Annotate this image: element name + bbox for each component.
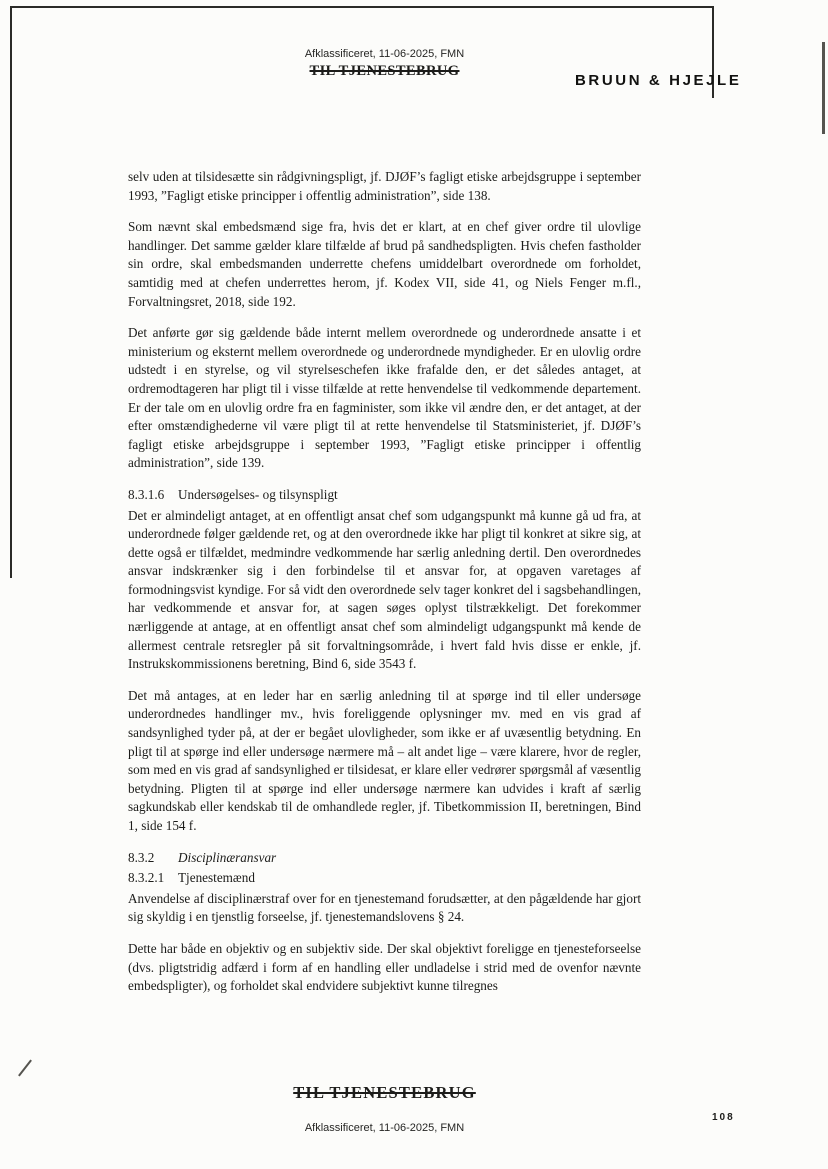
section-heading [128, 486, 641, 505]
scan-artifact-left-edge [10, 6, 12, 578]
classification-marking-bottom: TIL TJENESTEBRUG [293, 1083, 476, 1102]
section-number: 8.3.2.1 [128, 870, 165, 886]
section-title: Tjenestemænd [178, 870, 255, 886]
paragraph: Det må antages, at en leder har en særlig anledning til at spørge ind til eller undersøge underordnedes handlinger mv., hvis foreliggende oplysninger mv. med en vis grad af sandsynlighed tyder på, at der er begået ulovligheder, som ikke er af uvæsentlig betydning. En pligt til at spørge ind eller undersøge nærmere må – alt andet lige – være klarere, hvor de regler, som med en vis grad af sandsynlighed er tilsidesat, er klare eller vedrører spørgsmål af væsentlig betydning. Pligten til at spørge ind eller undersøge nærmere kan udvides i kraft af særlig sagkundskab eller kendskab til de omhandlede regler, jf. Tibetkommission II, beretningen, Bind 1, side 154 f. [128, 687, 641, 833]
paragraph: Det anførte gør sig gældende både internt mellem overordnede og underordnede ansatte i et ministerium og eksternt mellem overordnede og underordnede myndigheder. Er en ulovlig ordre udstedt i en styrelse, og vil styrelseschefen ikke frafalde den, er det således antaget, at ordremodtageren har pligt til i visse tilfælde at rette henvendelse til vedkommende departement. Er der tale om en ulovlig ordre fra en fagminister, som ikke vil ændre den, er det antaget, at der efter omstændighederne vil være pligt til at rette henvendelse til Statsministeriet, jf. DJØF’s fagligt etiske arbejdsgruppe i september 1993, ”Fagligt etiske principper i offentlig administration”, side 139. [128, 325, 641, 471]
declassification-note-top: Afklassificeret, 11-06-2025, FMN [304, 48, 465, 60]
scan-artifact-bottom-left-mark [18, 1060, 32, 1077]
scan-artifact-far-right-edge [822, 42, 825, 134]
section-number: 8.3.2 [128, 849, 155, 865]
declassification-note-bottom: Afklassificeret, 11-06-2025, FMN [304, 1122, 465, 1134]
classification-marking-top: TIL TJENESTEBRUG [309, 63, 460, 79]
document-body [128, 168, 641, 1009]
section-number: 8.3.1.6 [128, 486, 165, 502]
paragraph: Det er almindeligt antaget, at en offentligt ansat chef som udgangspunkt må kunne gå ud fra, at underordnede følger gældende ret, og at den overordnede ikke har pligt til konkret at sikre sig, at dette også er tilfældet, medmindre vedkommende har særlig anledning dertil. Den overordnedes ansvar indskrænker sig i den forbindelse til et ansvar for, at opgaven varetages af formodningsvist kyndige. For så vidt den overordnede selv tager konkret del i sagsbehandlingen, har vedkommende et ansvar for, at sagen søges oplyst tilstrækkeligt. Det forekommer nærliggende at antage, at en offentligt ansat chef som almindeligt udgangspunkt må kende de allermest centrale retsregler på sit forvaltningsområde, i hvert fald hvis disse er enkle, jf. Instrukskommissionens beretning, Bind 6, side 3543 f. [128, 507, 641, 672]
section-heading [128, 849, 641, 868]
page-header [128, 48, 641, 80]
scan-artifact-top-edge [10, 6, 714, 8]
paragraph: Dette har både en objektiv og en subjektiv side. Der skal objektivt foreligge en tjenesteforseelse (dvs. pligtstridig adfærd i form af en handling eller undladelse i strid med de ovenfor nævnte embedspligter), og forholdet skal endvidere subjektivt kunne tilregnes [128, 940, 641, 994]
firm-logo: BRUUN & HJEJLE [575, 72, 742, 89]
paragraph: Som nævnt skal embedsmænd sige fra, hvis det er klart, at en chef giver ordre til ulovlige handlinger. Det samme gælder klare tilfælde af brud på sandhedspligten. Hvis chefen fastholder sin ordre, skal embedsmanden underrette chefens umiddelbart overordnede om forholdet, samtidig med at chefen underrettes herom, jf. Kodex VII, side 41, og Niels Fenger m.fl., Forvaltningsret, 2018, side 192. [128, 219, 641, 309]
section-title: Disciplinæransvar [178, 849, 277, 865]
paragraph: Anvendelse af disciplinærstraf over for en tjenestemand forudsætter, at den pågældende har gjort sig skyldig i en tjenstlig forseelse, jf. tjenestemandslovens § 24. [128, 890, 641, 925]
section-title: Undersøgelses- og tilsynspligt [178, 486, 338, 502]
paragraph: selv uden at tilsidesætte sin rådgivningspligt, jf. DJØF’s fagligt etiske arbejdsgruppe i september 1993, ”Fagligt etiske principper i offentlig administration”, side 138. [128, 169, 641, 203]
page-number: 108 [712, 1112, 735, 1123]
section-heading [128, 869, 641, 888]
